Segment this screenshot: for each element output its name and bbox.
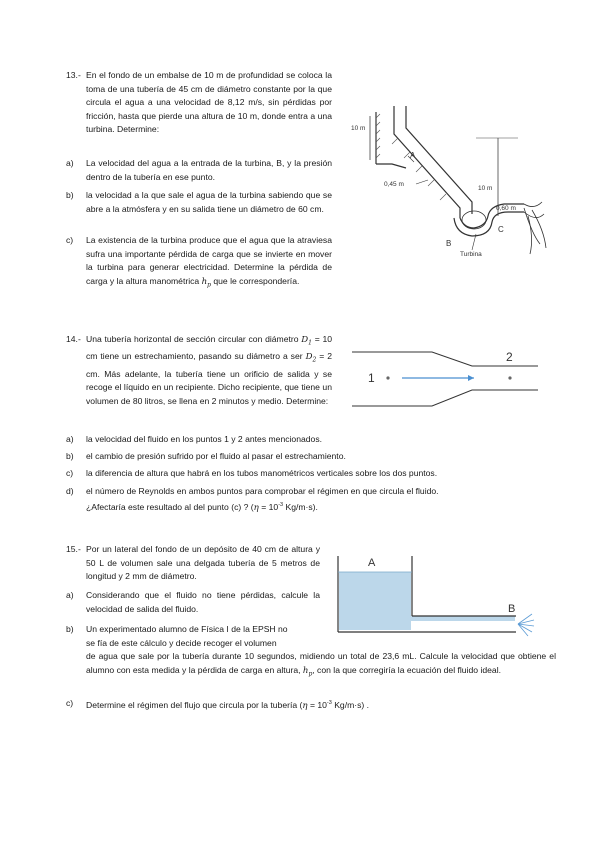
water-splash-icon: [524, 202, 546, 254]
problem-13-figure: [348, 98, 548, 268]
problem-15-item-b-label: b): [66, 624, 74, 634]
exit-diameter-label: 0,60 m: [496, 205, 516, 212]
problem-14-item-b-label: b): [66, 451, 74, 461]
problem-13-item-b-text: la velocidad a la que sale el agua de la turbina sabiendo que se abre a la atmósfera y en su salida tiene un diámetro de 60 cm.: [86, 190, 332, 214]
point-a-label: A: [410, 151, 416, 160]
problem-13-item-c-text: La existencia de la turbina produce que el agua que la atraviesa sufra una importante pérdida de carga que se invierte en mover la turbina para generar electricidad. Determine la pérdida de carga y la altura manométrica $h_p$ que le correspondería.: [86, 235, 332, 289]
problem-14-item-a-label: a): [66, 434, 74, 444]
hp-variable: $h_p$: [201, 276, 211, 289]
problem-14-item-a-text: la velocidad del fluido en los puntos 1 y 2 antes mencionados.: [86, 434, 323, 444]
problem-14-intro: Una tubería horizontal de sección circular con diámetro $D_1 = 10$ cm tiene un estrechamiento, pasando su diámetro a ser $D_2 = 2$ cm. Más adelante, la tubería tiene un orificio de salida y se recoge el líquido en un recipiente. Dicho recipiente, que tiene un volumen de 80 litros, se llena en 2 minutos y medio. Determine:: [86, 334, 333, 406]
diameter-label: 0,45 m: [384, 181, 404, 188]
depth-label: 10 m: [351, 125, 366, 132]
problem-15-item-a-label: a): [66, 590, 74, 600]
problem-15-item-c-label: c): [66, 698, 74, 708]
problem-14-item-b-text: el cambio de presión sufrido por el fluido al pasar el estrechamiento.: [86, 451, 346, 461]
problem-15-item-b-continuation: de agua que sale por la tubería durante 10 segundos, midiendo un total de 23,6 mL. Calcule la velocidad que obtiene el alumno con esta medida y la pérdida de carga en altura, $h_p$, con la que corregiría la ecuación del fluido ideal.: [86, 651, 556, 678]
problem-13-item-a-text: La velocidad del agua a la entrada de la turbina, B, y la presión dentro de la tubería en ese punto.: [86, 158, 332, 182]
drop-label: 10 m: [478, 185, 493, 192]
problem-14-item-c-label: c): [66, 468, 74, 478]
problem-14-item-d-label: d): [66, 486, 74, 496]
problem-15-item-b-text: Un experimentado alumno de Física I de la EPSH no se fía de este cálculo y decide recoger el volumen: [86, 624, 288, 648]
point-2-label: 2: [506, 350, 513, 364]
problem-13-intro: En el fondo de un embalse de 10 m de profundidad se coloca la toma de una tubería de 45 cm de diámetro constante por la que circula el agua a una velocidad de 8,12 m/s, sin pérdidas por fricción, hasta que pierde una altura de 10 m, donde entra a una turbina. Determine:: [86, 70, 332, 135]
problem-13-item-a-label: a): [66, 158, 74, 168]
problem-13-item-b-label: b): [66, 190, 74, 200]
problem-13-number: 13.-: [66, 70, 81, 80]
point-b-label-15: B: [508, 603, 516, 615]
point-a-label-15: A: [368, 557, 376, 569]
problem-13-item-c-label: c): [66, 235, 74, 245]
turbine-label: Turbina: [460, 251, 482, 258]
point-b-label: B: [446, 239, 452, 248]
problem-14-number: 14.-: [66, 334, 81, 344]
water-spray-icon: [518, 614, 534, 636]
problem-15-item-c-text: Determine el régimen del flujo que circula por la tubería ($\eta = 10^{-3}$ Kg/m·s) .: [86, 699, 370, 711]
problem-14-item-d-text: el número de Reynolds en ambos puntos para comprobar el régimen en que circula el fluido. ¿Afectaría este resultado al del punto (c) ? ($\eta = 10^{-3}$ Kg/m·s).: [86, 486, 439, 513]
problem-14-figure: [350, 340, 540, 420]
problem-15-number: 15.-: [66, 544, 81, 554]
point-c-label: C: [498, 225, 504, 234]
problem-15-intro: Por un lateral del fondo de un depósito de 40 cm de altura y 50 L de volumen sale una delgada tubería de 5 metros de longitud y 2 mm de diámetro.: [86, 544, 320, 582]
point-1-label: 1: [368, 371, 375, 385]
problem-14-item-c-text: la diferencia de altura que habrá en los tubos manométricos verticales sobre los dos puntos.: [86, 468, 438, 478]
problem-15-figure: [336, 552, 542, 642]
problem-15-item-a-text: Considerando que el fluido no tiene pérdidas, calcule la velocidad de salida del fluido.: [86, 590, 320, 614]
tank-water: [339, 572, 411, 630]
pipe-water: [411, 616, 515, 621]
